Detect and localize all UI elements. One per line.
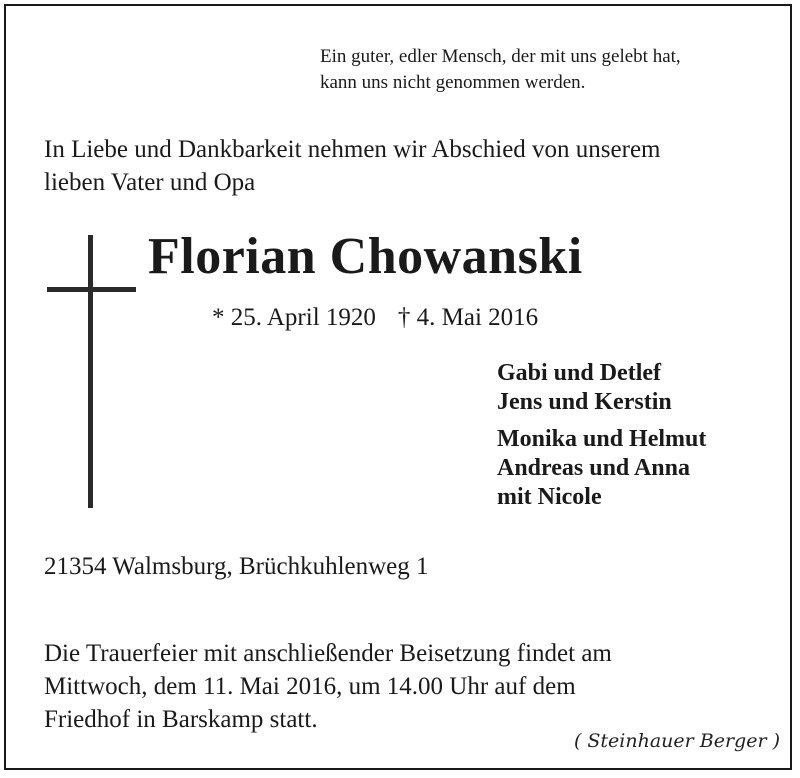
family-member: Jens und Kerstin: [497, 389, 672, 415]
family-group-2: [497, 425, 706, 512]
funeral-line-1: Die Trauerfeier mit anschließender Beisetzung findet am: [44, 640, 612, 667]
epigraph-line-1: Ein guter, edler Mensch, der mit uns gelebt hat,: [320, 46, 681, 67]
family-member: Andreas und Anna: [497, 455, 690, 481]
intro-text: [44, 133, 661, 199]
funeral-info: [44, 637, 612, 736]
epigraph-line-2: kann uns nicht genommen werden.: [320, 72, 586, 93]
cross-vertical-bar: [88, 235, 93, 508]
intro-line-2: lieben Vater und Opa: [44, 169, 256, 196]
family-member: mit Nicole: [497, 484, 602, 510]
family-member: Gabi und Detlef: [497, 360, 662, 386]
epigraph: [320, 44, 681, 96]
intro-line-1: In Liebe und Dankbarkeit nehmen wir Abschied von unserem: [44, 136, 661, 163]
deceased-name: Florian Chowanski: [148, 228, 583, 285]
cross-horizontal-bar: [47, 287, 136, 292]
birth-date: * 25. April 1920: [212, 304, 376, 331]
death-date: † 4. Mai 2016: [397, 304, 539, 331]
family-group-1: [497, 359, 706, 417]
address: 21354 Walmsburg, Brüchkuhlenweg 1: [44, 553, 429, 580]
family-member: Monika und Helmut: [497, 426, 707, 452]
funeral-line-3: Friedhof in Barskamp statt.: [44, 706, 318, 733]
life-dates: [212, 302, 538, 334]
family-list: [497, 359, 706, 520]
stonemason-signature: ( Steinhauer Berger ): [573, 730, 780, 752]
funeral-line-2: Mittwoch, dem 11. Mai 2016, um 14.00 Uhr auf dem: [44, 673, 576, 700]
